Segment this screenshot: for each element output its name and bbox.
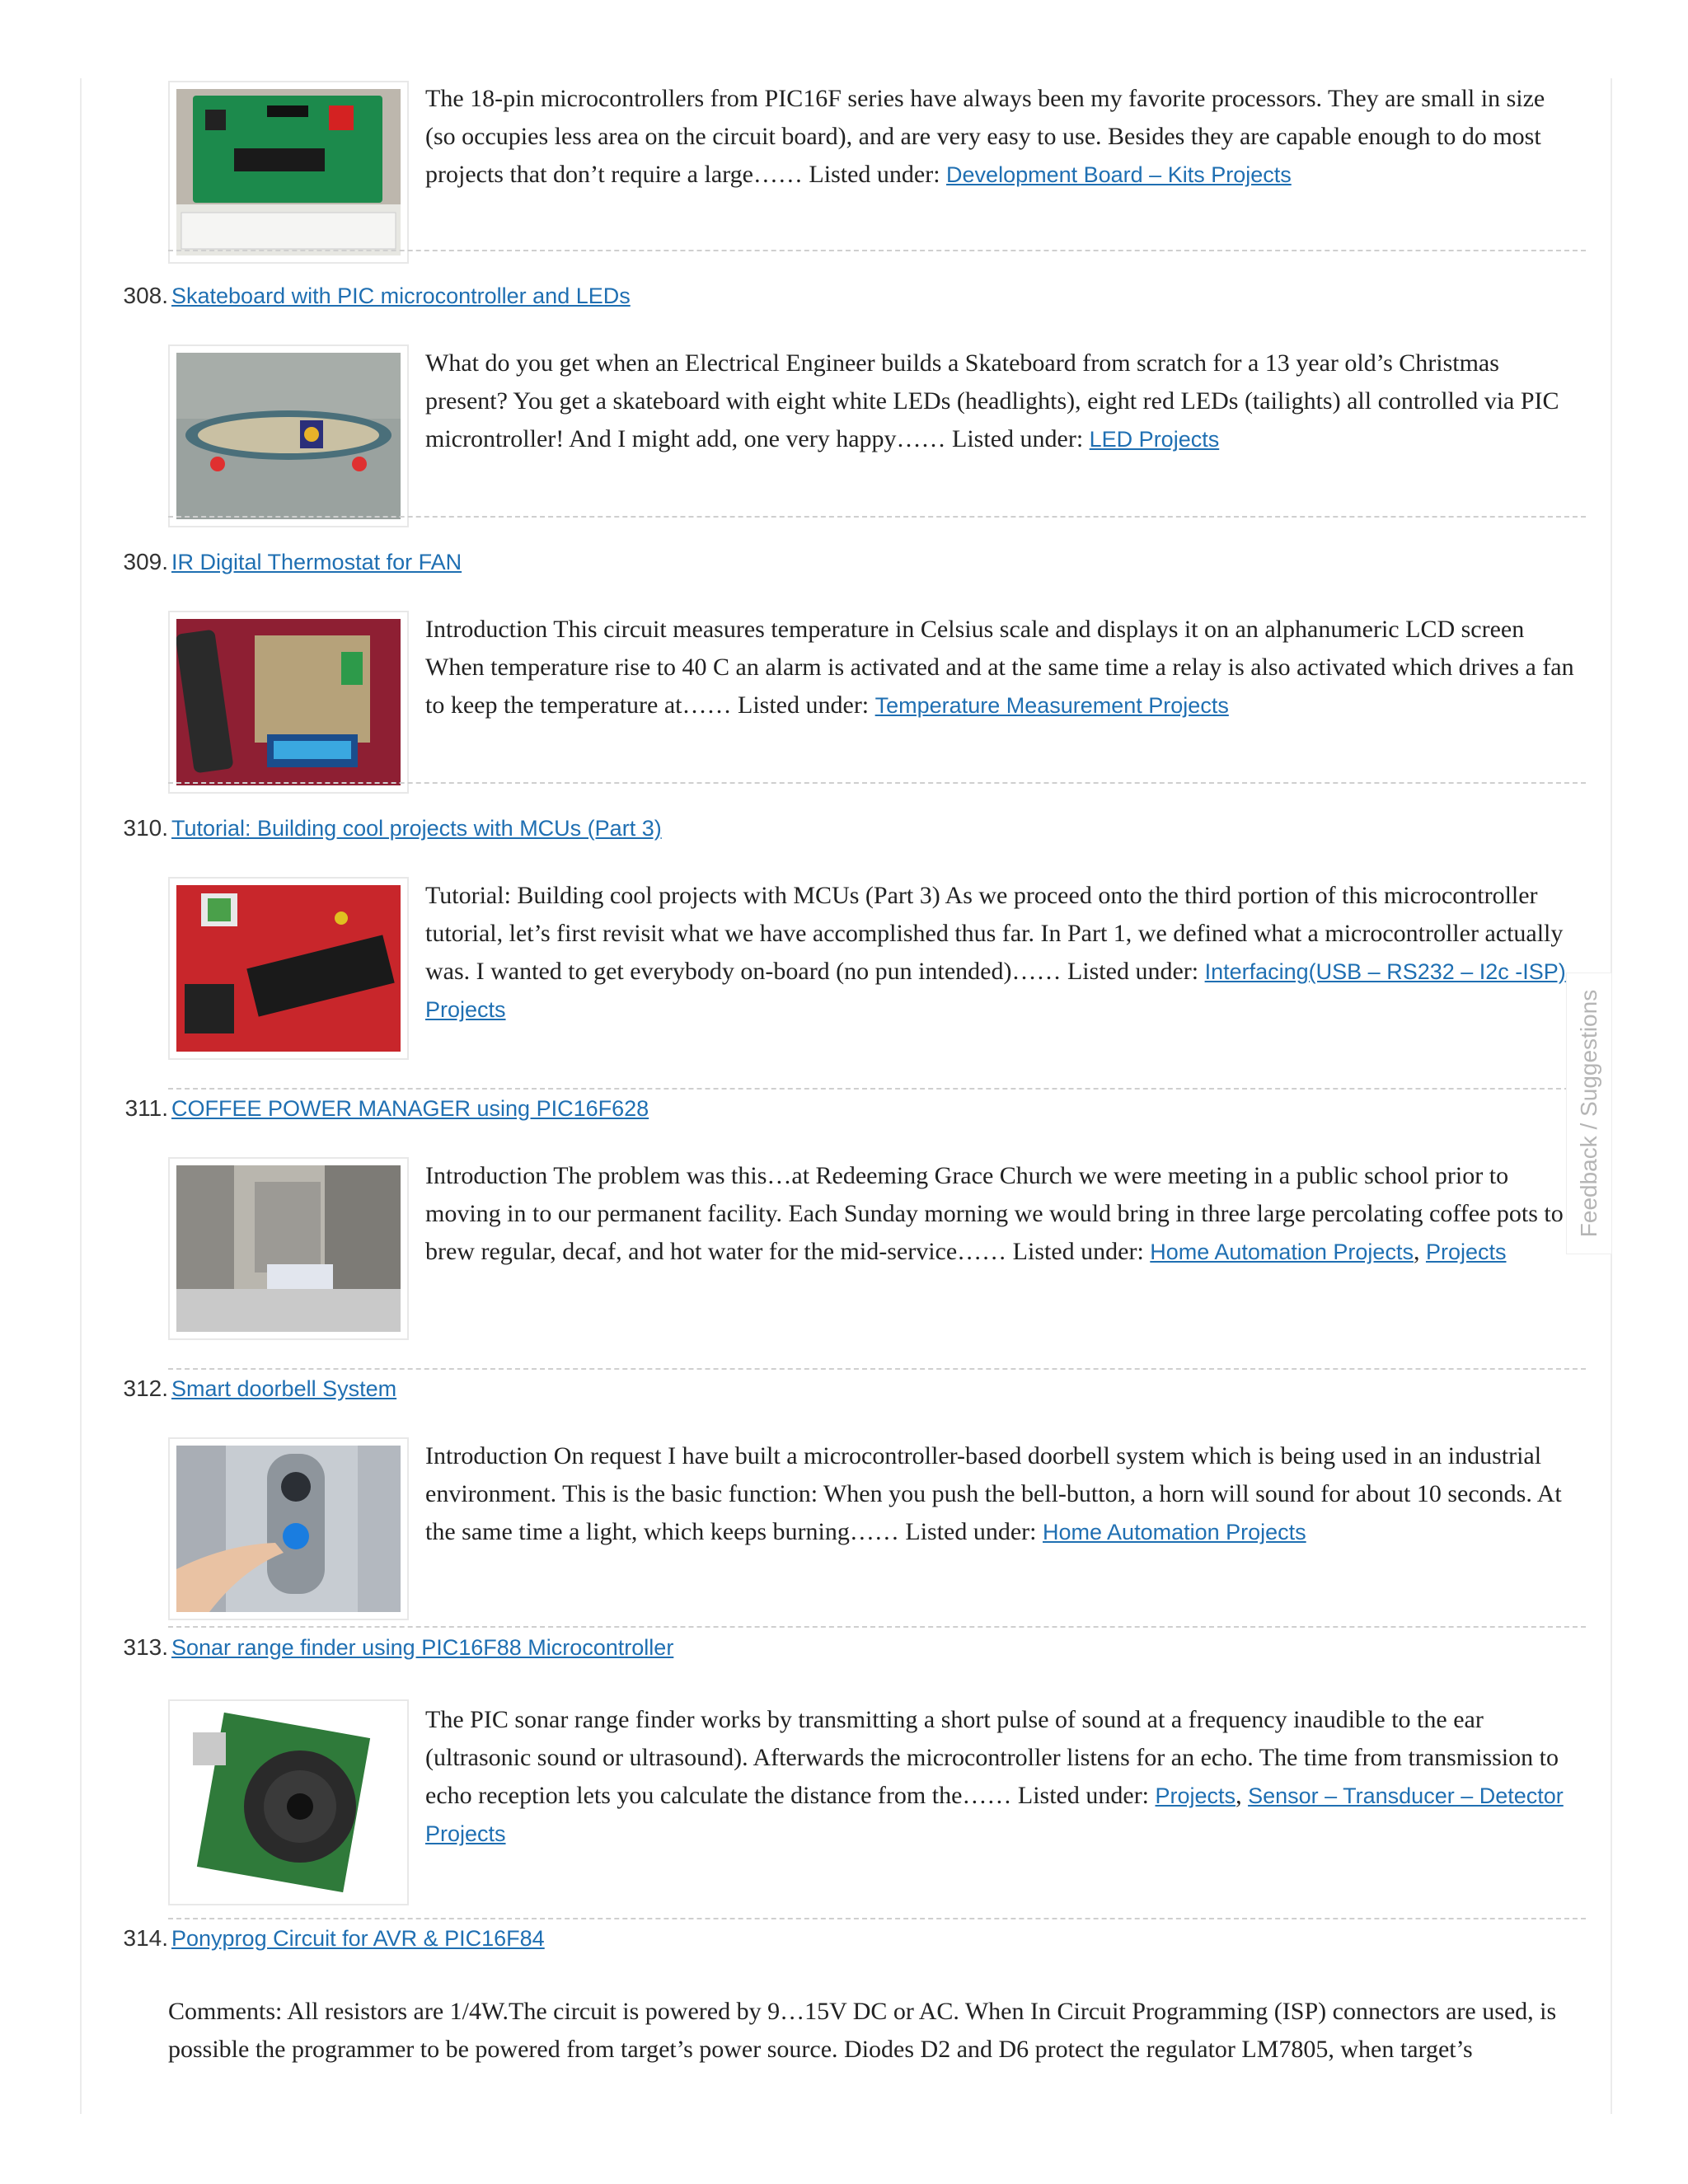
project-description-text: Introduction The problem was this…at Redeeming Grace Church we were meeting in a public school prior to moving in to our permanent facility. Each Sunday morning we would bring in three large percolating coffee pots to brew regular, decaf, and hot water for the mid-service…… Listed under: xyxy=(425,1162,1564,1265)
entry-divider xyxy=(168,1626,1586,1628)
project-thumbnail[interactable] xyxy=(168,611,409,794)
entry-number: 309. xyxy=(123,549,168,574)
project-thumbnail[interactable] xyxy=(168,81,409,264)
entry-title-row xyxy=(115,1629,673,1666)
project-thumbnail[interactable] xyxy=(168,1437,409,1620)
doorbell-photo-icon xyxy=(176,1446,401,1612)
entry-divider xyxy=(168,1088,1586,1090)
project-title-link[interactable]: Ponyprog Circuit for AVR & PIC16F84 xyxy=(171,1925,545,1951)
entry-number: 314. xyxy=(123,1925,168,1951)
project-title-link[interactable]: Skateboard with PIC microcontroller and LEDs xyxy=(171,283,631,308)
project-title-link[interactable]: COFFEE POWER MANAGER using PIC16F628 xyxy=(171,1095,649,1121)
sonar-sensor-photo-icon xyxy=(176,1708,401,1897)
category-link[interactable]: Projects xyxy=(1425,1240,1507,1264)
entry-title-row xyxy=(115,1920,545,1957)
project-description: The PIC sonar range finder works by transmitting a short pulse of sound at a frequency inaudible to the ear (ultrasonic sound or ultrasound). Afterwards the microcontroller listens for an echo. The time from transmission to echo reception lets you calculate the distance from the…… Listed under: Projects, Sensor – Transducer – Detector Projects xyxy=(425,1706,1564,1846)
entry-title-row xyxy=(115,1371,396,1407)
entry-title-row xyxy=(115,810,662,846)
project-thumbnail[interactable] xyxy=(168,1699,409,1905)
entry-divider xyxy=(168,782,1586,784)
project-title-link[interactable]: IR Digital Thermostat for FAN xyxy=(171,549,462,574)
feedback-label: Feedback / Suggestions xyxy=(1576,989,1602,1238)
project-title-link[interactable]: Sonar range finder using PIC16F88 Microcontroller xyxy=(171,1634,674,1660)
project-description-text: Introduction On request I have built a microcontroller-based doorbell system which is being used in an industrial environment. This is the basic function: When you push the bell-button, a horn will sound for about 10 seconds. At the same time a light, which keeps burning…… Listed under: xyxy=(425,1442,1562,1545)
project-description xyxy=(425,877,1579,1029)
category-link[interactable]: Home Automation Projects xyxy=(1150,1240,1414,1264)
skateboard-photo-icon xyxy=(176,353,401,519)
entry-divider xyxy=(168,516,1586,518)
category-link[interactable]: Interfacing(USB – RS232 – I2c -ISP) Projects xyxy=(425,959,1566,1022)
category-link[interactable]: Temperature Measurement Projects xyxy=(874,693,1229,718)
entry-divider xyxy=(168,1368,1586,1370)
coffee-pots-photo-icon xyxy=(176,1165,401,1332)
entry-number: 308. xyxy=(123,283,168,308)
project-title-link[interactable]: Tutorial: Building cool projects with MCUs (Part 3) xyxy=(171,815,662,841)
entry-divider xyxy=(168,1918,1586,1919)
entry-divider xyxy=(168,250,1586,251)
pcb-board-photo-icon xyxy=(176,89,401,255)
project-description-text: The 18-pin microcontrollers from PIC16F series have always been my favorite processors. They are small in size (so occupies less area on the circuit board), and are very easy to use. Besides they are capable enough to do most projects that don’t require a large…… Listed under: xyxy=(425,85,1545,188)
project-title-link[interactable]: Smart doorbell System xyxy=(171,1376,397,1401)
entry-number: 312. xyxy=(123,1376,168,1401)
project-description-text: Tutorial: Building cool projects with MCUs (Part 3) As we proceed onto the third portion of this microcontroller tutorial, let’s first revisit what we have accomplished thus far. In Part 1, we defined what a microcontroller actually was. I wanted to get everybody on-board (no pun intended)…… Listed under: xyxy=(425,882,1564,985)
category-link[interactable]: Development Board – Kits Projects xyxy=(946,162,1292,187)
project-description: Comments: All resistors are 1/4W.The circuit is powered by 9…15V DC or AC. When In Circuit Programming (ISP) connectors are used, is possible the programmer to be powered from target’s power source. Diodes D2 and D6 protect the regulator LM7805, when target’s xyxy=(168,1998,1557,2063)
project-description xyxy=(425,1437,1579,1551)
mcu-breadboard-photo-icon xyxy=(176,885,401,1052)
entry-number: 311. xyxy=(124,1095,168,1121)
project-description-text: What do you get when an Electrical Engineer builds a Skateboard from scratch for a 13 year old’s Christmas present? You get a skateboard with eight white LEDs (headlights), eight red LEDs (tailights) all controlled via PIC microntroller! And I might add, one very happy…… Listed under: xyxy=(425,349,1559,452)
category-link[interactable]: Sensor – Transducer – Detector Projects xyxy=(425,1783,1564,1846)
project-thumbnail[interactable] xyxy=(168,877,409,1060)
entry-title-row xyxy=(115,544,462,580)
feedback-tab[interactable] xyxy=(1566,972,1612,1254)
category-link[interactable]: LED Projects xyxy=(1089,427,1220,452)
project-description-text: The PIC sonar range finder works by transmitting a short pulse of sound at a frequency inaudible to the ear (ultrasonic sound or ultrasound). Afterwards the microcontroller listens for an echo. The time from transmission to echo reception lets you calculate the distance from the…… Listed under: xyxy=(425,1706,1559,1809)
project-description xyxy=(425,611,1579,724)
project-description xyxy=(425,80,1579,194)
entry-title-row xyxy=(115,278,631,314)
content-frame-left xyxy=(80,78,82,2114)
category-link[interactable]: Home Automation Projects xyxy=(1043,1520,1306,1544)
category-link[interactable]: Projects xyxy=(1155,1783,1236,1808)
entry-number: 313. xyxy=(123,1634,168,1660)
project-description: Introduction The problem was this…at Redeeming Grace Church we were meeting in a public school prior to moving in to our permanent facility. Each Sunday morning we would bring in three large percolating coffee pots to brew regular, decaf, and hot water for the mid-service…… Listed under: Home Automation Projects, Projects xyxy=(425,1162,1564,1265)
project-description xyxy=(425,344,1579,458)
project-thumbnail[interactable] xyxy=(168,344,409,527)
thermostat-photo-icon xyxy=(176,619,401,785)
entry-title-row xyxy=(115,1090,649,1127)
entry-number: 310. xyxy=(123,815,168,841)
project-thumbnail[interactable] xyxy=(168,1157,409,1340)
project-description-text: Introduction This circuit measures temperature in Celsius scale and displays it on an alphanumeric LCD screen When temperature rise to 40 C an alarm is activated and at the same time a relay is also activated which drives a fan to keep the temperature at…… Listed under: xyxy=(425,616,1574,719)
